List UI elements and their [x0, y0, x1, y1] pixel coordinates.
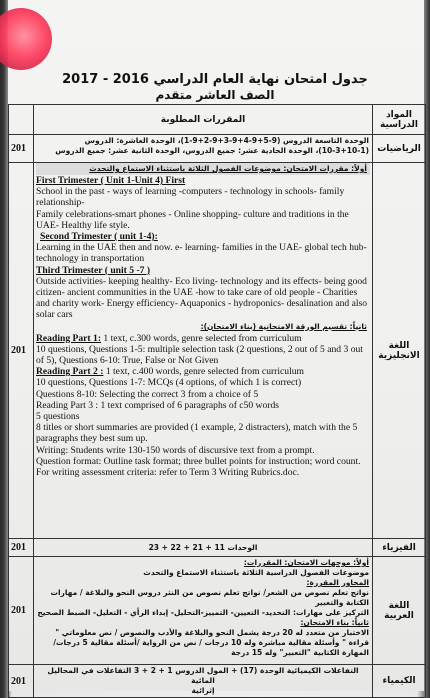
english-subject: اللغة الانجليزية: [373, 163, 426, 539]
first-trimester-line1: School in the past - ways of learning -computers - technology in schools- family relationship-: [36, 186, 345, 209]
document-title: جدول امتحان نهاية العام الدراسي 2016 - 2017: [62, 72, 368, 87]
english-row: [9, 163, 426, 539]
arabic-year: 201: [9, 557, 34, 665]
arabic-line2: نواتج تعلم نصوص من الشعر/ نواتج تعلم نصوص من النثر دروس النحو والبلاغة / مهارات الكتابة والتعبير: [50, 588, 369, 607]
reading-part3-line3: 8 titles or short summaries are provided (1 example, 2 distracters), match with the 5 paragraphs they best sum up.: [36, 422, 358, 445]
writing-line2: Question format: Outline task format; three bullet points for instruction; word count.: [36, 455, 361, 467]
reading-part1-heading: Reading Part 1:: [36, 332, 102, 344]
math-year: 201: [9, 135, 34, 163]
arabic-heading2: المحاور المقررة:: [306, 578, 369, 587]
reading-part3-line2: 5 questions: [36, 411, 80, 423]
chemistry-subject: الكيمياء: [373, 665, 426, 698]
arabic-heading3: ثانياً: بناء الامتحان:: [300, 618, 369, 627]
reading-part3-line1: Reading Part 3 : 1 text comprised of 6 paragraphs of c50 words: [36, 399, 279, 411]
writing-line3: For writing assessment criteria: refer to Term 3 Writing Rubrics.doc.: [36, 467, 300, 479]
physics-row: [9, 539, 426, 557]
physics-content: [34, 539, 373, 557]
physics-line1: الوحدات 11 + 21 + 22 + 23: [148, 542, 258, 552]
second-trimester-heading: Second Trimester ( unit 1-4):: [40, 231, 158, 243]
content-col-header: المقررات المطلوبة: [34, 105, 373, 135]
arabic-line4: الاختبار من متعدد له 20 درجة يشمل النحو والبلاغة والأدب والنصوص / نص معلوماتي " قراءة " وأسئلة مقالية مباشرة وله 10 درجات / نص من الرواية /أسئلة مقالية 5 درجات/المهارة الكتابية "التعبير" وله 15 درجة: [53, 628, 369, 657]
exam-structure-heading: [36, 321, 370, 333]
english-year: 201: [9, 163, 34, 539]
document-subtitle: الصف العاشر متقدم: [155, 88, 275, 102]
exam-structure-heading-text: ثانياً: تقسيم الورقة الامتحانية (بناء الامتحان):: [200, 321, 367, 331]
physics-year: 201: [9, 539, 34, 557]
exam-table: [8, 104, 426, 698]
table-header-row: [9, 105, 426, 135]
third-trimester-heading: Third Trimester ( unit 5 -7 ): [36, 264, 151, 276]
reading-part2-line3: Questions 8-10: Selecting the correct 3 from a choice of 5: [36, 388, 259, 400]
math-row: [9, 135, 426, 163]
subject-col-header: المواد الدراسية: [373, 105, 426, 135]
chemistry-line2: إثرائية: [191, 686, 215, 695]
math-content: [34, 135, 373, 163]
arabic-heading1: أولاً: موجهات الامتحان: المقررات:: [243, 558, 369, 567]
chemistry-row: [9, 665, 426, 698]
reading-part2-line2: 10 questions, Questions 1-7: MCQs (4 options, of which 1 is correct): [36, 377, 302, 389]
arabic-line3: التركيز على مهارات: التحديد- التعيين- التمييز-التحليل- إبداء الرأي - التعليل- الضبط الصحيح: [37, 608, 369, 617]
reading-part1-line2: 10 questions, Questions 1-5: multiple selection task (2 questions, 2 out of 5 and 3 out of 5), Questions 6-10: True, False or Not Given: [36, 343, 363, 367]
chemistry-content: [34, 665, 373, 698]
writing-line1: Writing: Students write 130-150 words of discursive text from a prompt.: [36, 444, 315, 456]
second-trimester-line1: Learning in the UAE then and now. e- learning- families in the UAE- global tech hub- technology in transportation: [36, 242, 367, 265]
reading-part2-heading: Reading Part 2 :: [36, 366, 104, 378]
math-line1: الوحدة التاسعة الدروس (9-5+9-4+9-3+9-2+9-1)، الوحدة العاشرة: الدروس: [84, 136, 369, 145]
arabic-content: [34, 557, 373, 665]
physics-subject: الفيزياء: [373, 539, 426, 557]
reading-part1-line1: 1 text, c.300 words, genre selected from curriculum: [101, 332, 302, 344]
first-trimester-heading: First Trimester ( Unit 1-Unit 4) First: [36, 175, 186, 186]
arabic-row: [9, 557, 426, 665]
arabic-line1: موضوعات الفصول الدراسية الثلاثة باستثناء الاستماع والتحدث: [143, 568, 369, 577]
third-trimester-line1: Outside activities- keeping healthy- Eco living- technology and its effects- being good citizen- ancient communities in the UAE -how to take care of old people - Charities and charity work- Energy efficiency- Aquaponics - hydroponics- desalination and also solar cars: [36, 275, 368, 321]
math-subject: الرياضيات: [373, 135, 426, 163]
arabic-subject: اللغة العربية: [373, 557, 426, 665]
english-intro-text: أولاً: مقررات الامتحان: موضوعات الفصول الثلاثة باستثناء الاستماع والتحدث: [89, 164, 367, 173]
year-col-header: [9, 105, 34, 135]
chemistry-line1: التفاعلات الكيميائية الوحدة (17) + المول الدروس 1 + 2 + 3 التفاعلات في المحاليل المائية: [47, 666, 359, 685]
english-intro: [36, 163, 370, 175]
math-line2: (10-3+10-1)، الوحدة الحادية عشر: جميع الدروس، الوحدة الثانية عشر: جميع الدروس: [55, 146, 369, 155]
chemistry-year: 201: [9, 665, 34, 698]
english-content: [34, 163, 373, 539]
reading-part2-line1: 1 text, c.400 words, genre selected from curriculum: [103, 366, 305, 378]
first-trimester-line2: Family celebrations-smart phones - Online shopping- culture and traditions in the UAE- Healthy life style.: [36, 208, 349, 231]
